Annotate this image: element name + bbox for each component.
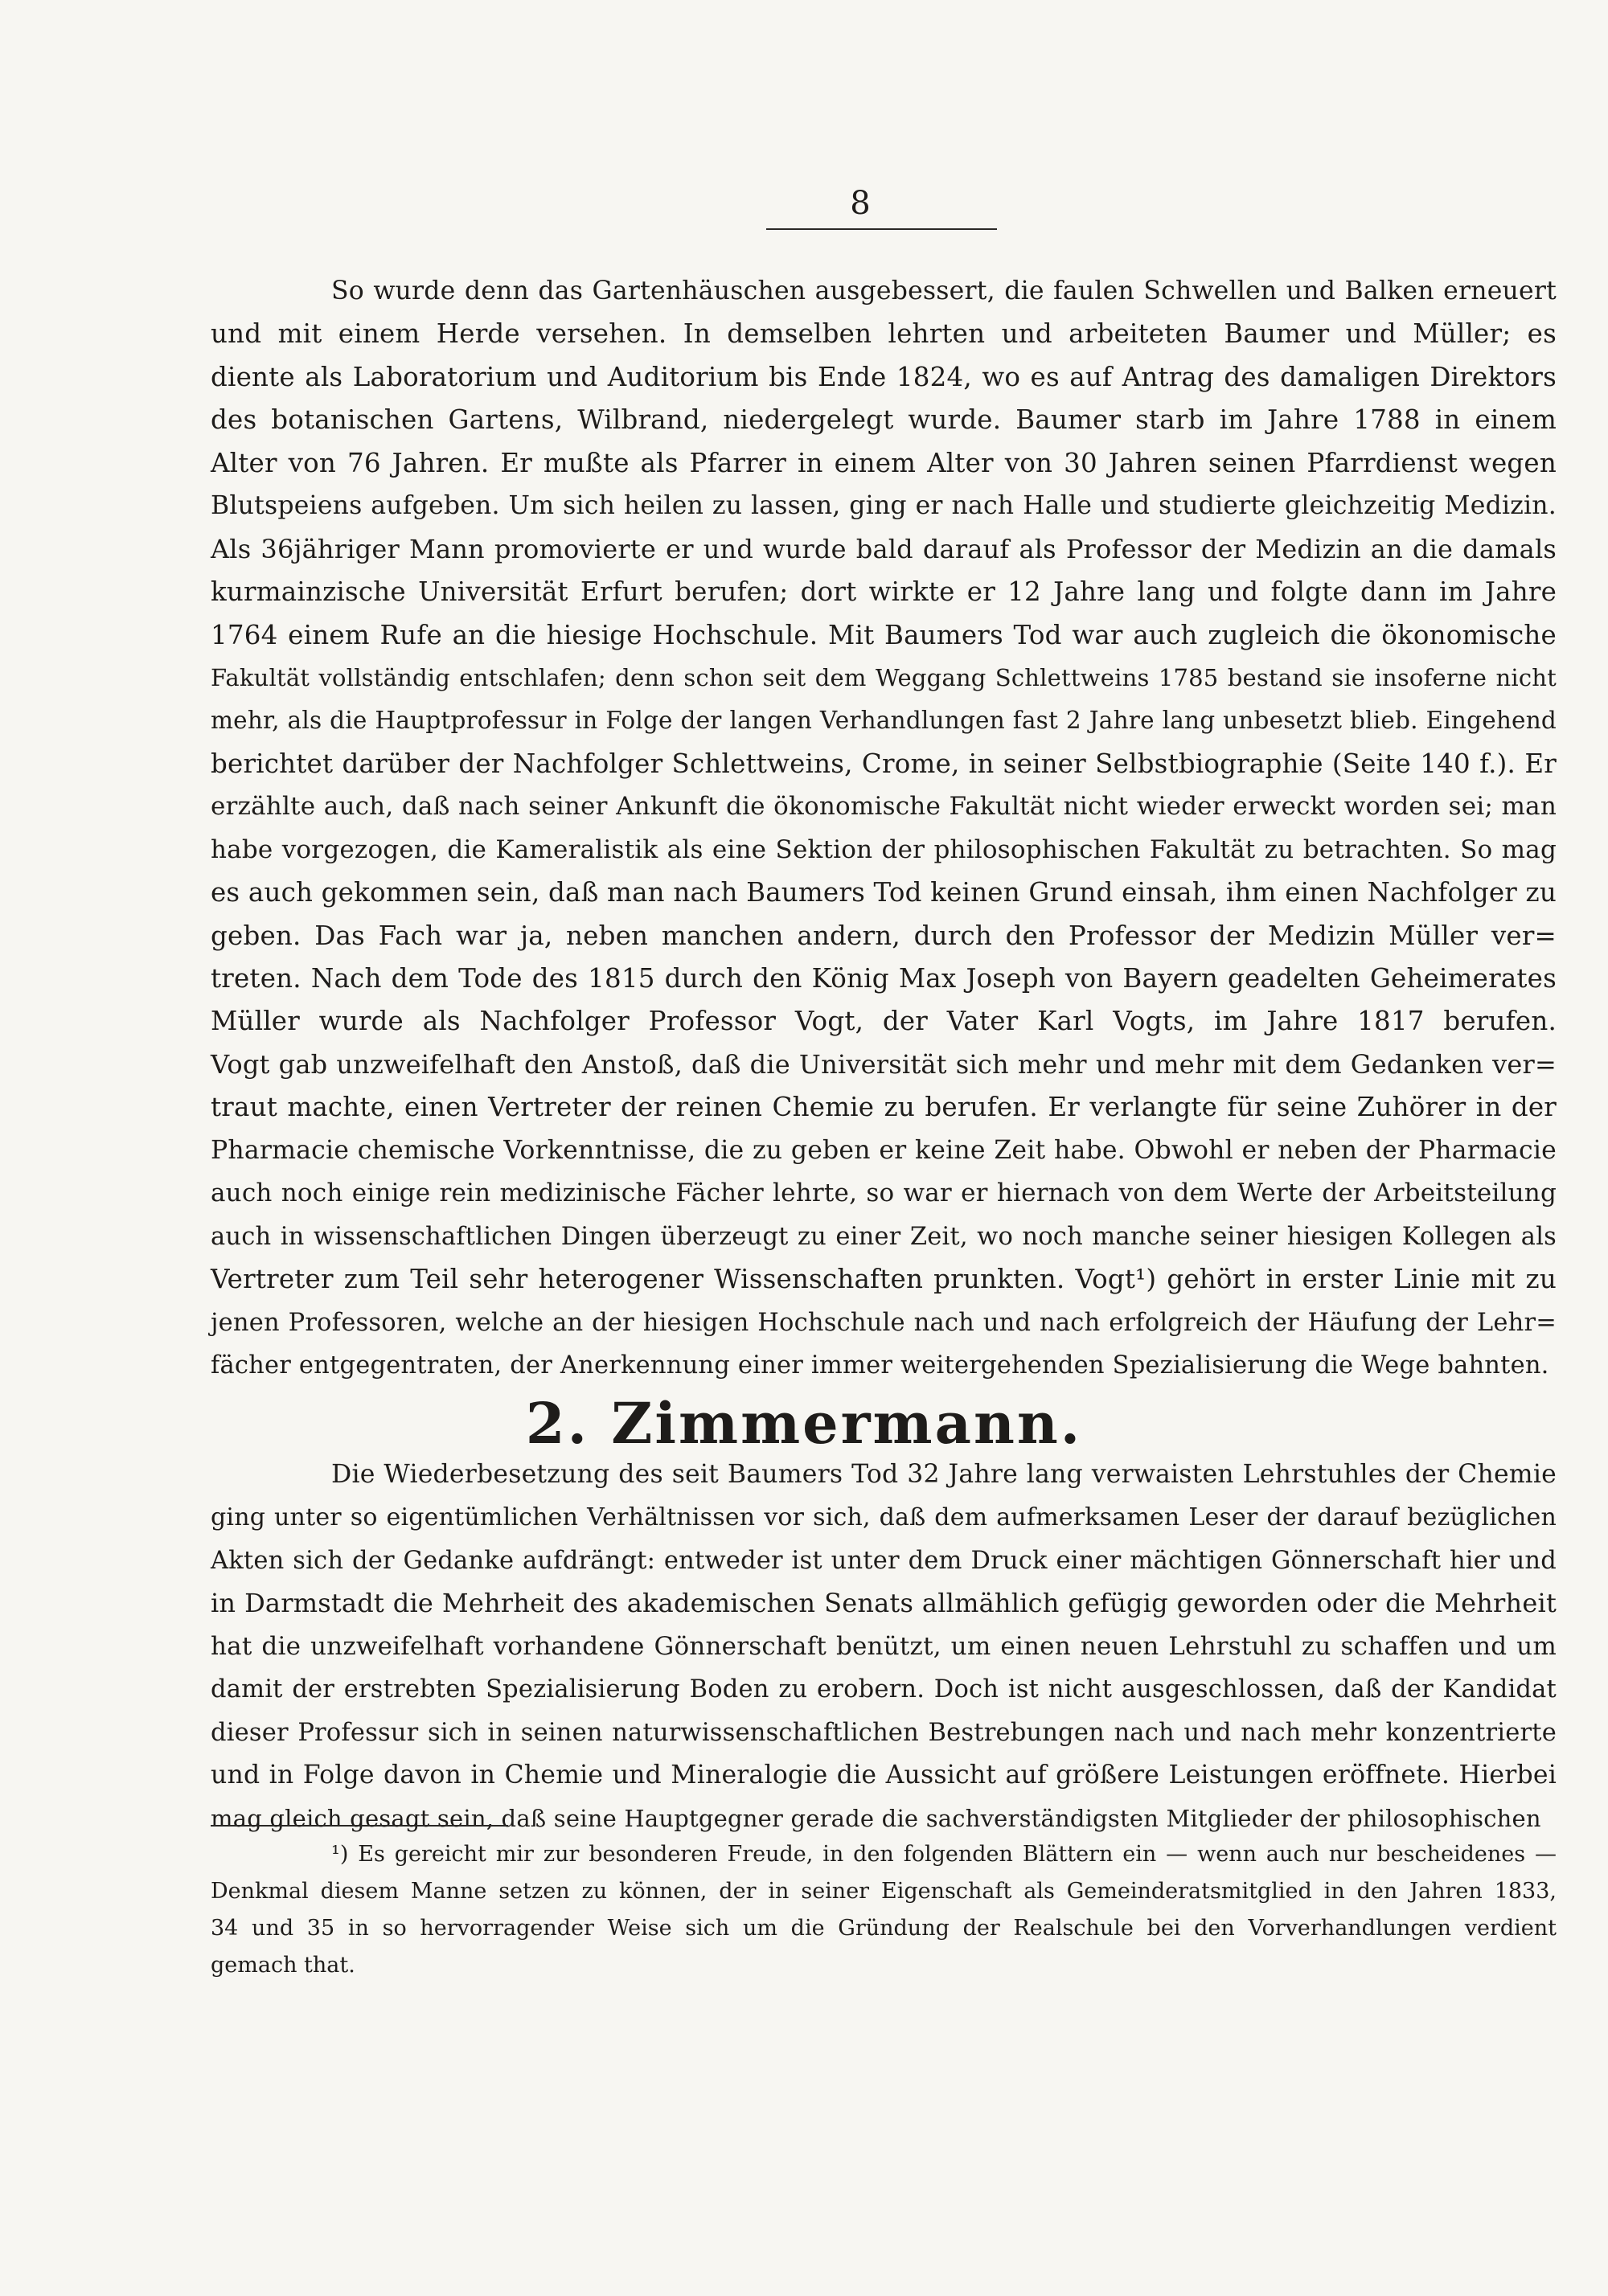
text-line: fächer entgegentraten, der Anerkennung einer immer weitergehenden Spezialisierung die Wege bahnten. [211,1351,1549,1380]
text-line: geben. Das Fach war ja, neben manchen andern, durch den Professor der Medizin Müller ver= [211,920,1557,951]
text-line: treten. Nach dem Tode des 1815 durch den König Max Joseph von Bayern geadelten Geheimerates [211,963,1557,994]
page-number: 8 [850,185,871,222]
text-line: diente als Laboratorium und Auditorium bis Ende 1824, wo es auf Antrag des damaligen Direktors [211,361,1557,392]
text-line: Alter von 76 Jahren. Er mußte als Pfarrer in einem Alter von 30 Jahren seinen Pfarrdienst wegen [211,447,1557,478]
footnote-rule [211,1825,508,1827]
footnote-line: gemach that. [211,1953,355,1978]
text-line: kurmainzische Universität Erfurt berufen; dort wirkte er 12 Jahre lang und folgte dann im Jahre [211,576,1557,608]
text-line: mag gleich gesagt sein, daß seine Hauptgegner gerade die sachverständigsten Mitglieder der philosophischen [211,1804,1541,1832]
text-line: Blutspeiens aufgeben. Um sich heilen zu lassen, ging er nach Halle und studierte gleichzeitig Medizin. [211,491,1557,521]
footnote-line: 34 und 35 in so hervorragender Weise sich um die Gründung der Realschule bei den Vorverhandlungen verdient [211,1916,1557,1941]
text-line: es auch gekommen sein, daß man nach Baumers Tod keinen Grund einsah, ihm einen Nachfolger zu [211,877,1557,908]
text-line: So wurde denn das Gartenhäuschen ausgebessert, die faulen Schwellen und Balken erneuert [331,277,1557,305]
section-heading: 2. Zimmermann. [525,1390,1083,1457]
text-line: Pharmacie chemische Vorkenntnisse, die zu geben er keine Zeit habe. Obwohl er neben der Pharmacie [211,1135,1557,1165]
text-line: ging unter so eigentümlichen Verhältnissen vor sich, daß dem aufmerksamen Leser der darauf bezüglichen [211,1503,1557,1532]
text-line: dieser Professur sich in seinen naturwissenschaftlichen Bestrebungen nach und nach mehr konzentrierte [211,1718,1557,1747]
text-line: hat die unzweifelhaft vorhandene Gönnerschaft benützt, um einen neuen Lehrstuhl zu schaffen und um [211,1631,1557,1661]
text-line: erzählte auch, daß nach seiner Ankunft die ökonomische Fakultät nicht wieder erweckt worden sei; man [211,792,1557,822]
text-line: und mit einem Herde versehen. In demselben lehrten und arbeiteten Baumer und Müller; es [211,318,1557,350]
text-line: und in Folge davon in Chemie und Mineralogie die Aussicht auf größere Leistungen eröffnete. Hierbei [211,1761,1557,1790]
text-line: des botanischen Gartens, Wilbrand, niedergelegt wurde. Baumer starb im Jahre 1788 in einem [211,404,1557,436]
text-line: Die Wiederbesetzung des seit Baumers Tod 32 Jahre lang verwaisten Lehrstuhles der Chemie [331,1460,1557,1489]
text-line: Vertreter zum Teil sehr heterogener Wissenschaften prunkten. Vogt¹) gehört in erster Linie mit zu [211,1264,1557,1295]
text-line: Vogt gab unzweifelhaft den Anstoß, daß die Universität sich mehr und mehr mit dem Gedanken ver= [211,1048,1557,1080]
footnote-line: ¹) Es gereicht mir zur besonderen Freude, in den folgenden Blättern ein — wenn auch nur bescheidenes — [331,1842,1557,1867]
text-line: berichtet darüber der Nachfolger Schlettweins, Crome, in seiner Selbstbiographie (Seite 140 f.). Er [211,748,1557,779]
text-line: 1764 einem Rufe an die hiesige Hochschule. Mit Baumers Tod war auch zugleich die ökonomische [211,619,1557,650]
text-line: mehr, als die Hauptprofessur in Folge der langen Verhandlungen fast 2 Jahre lang unbesetzt blieb. Eingehend [211,707,1557,735]
text-line: traut machte, einen Vertreter der reinen Chemie zu berufen. Er verlangte für seine Zuhörer in der [211,1092,1557,1123]
text-line: Als 36jähriger Mann promovierte er und wurde bald darauf als Professor der Medizin an die damals [211,533,1557,564]
body-paragraph [211,270,1557,1387]
text-line: in Darmstadt die Mehrheit des akademischen Senats allmählich gefügig geworden oder die Mehrheit [211,1588,1557,1619]
text-line: damit der erstrebten Spezialisierung Boden zu erobern. Doch ist nicht ausgeschlossen, daß der Kandidat [211,1675,1557,1704]
footnote [211,1836,1557,1984]
footnote-line: Denkmal diesem Manne setzen zu können, der in seiner Eigenschaft als Gemeinderatsmitglied in den Jahren 1833, [211,1879,1557,1904]
text-line: Müller wurde als Nachfolger Professor Vogt, der Vater Karl Vogts, im Jahre 1817 berufen. [211,1006,1557,1037]
text-line: auch noch einige rein medizinische Fächer lehrte, so war er hiernach von dem Werte der Arbeitsteilung [211,1179,1557,1208]
text-line: habe vorgezogen, die Kameralistik als eine Sektion der philosophischen Fakultät zu betrachten. So mag [211,834,1557,864]
section-paragraph [211,1453,1557,1840]
text-line: auch in wissenschaftlichen Dingen überzeugt zu einer Zeit, wo noch manche seiner hiesigen Kollegen als [211,1222,1557,1251]
text-line: Akten sich der Gedanke aufdrängt: entweder ist unter dem Druck einer mächtigen Gönnerschaft hier und [211,1546,1557,1575]
text-line: Fakultät vollständig entschlafen; denn schon seit dem Weggang Schlettweins 1785 bestand sie insoferne nicht [211,663,1557,691]
text-line: jenen Professoren, welche an der hiesigen Hochschule nach und nach erfolgreich der Häufung der Lehr= [211,1308,1557,1337]
page-number-rule [766,228,997,230]
